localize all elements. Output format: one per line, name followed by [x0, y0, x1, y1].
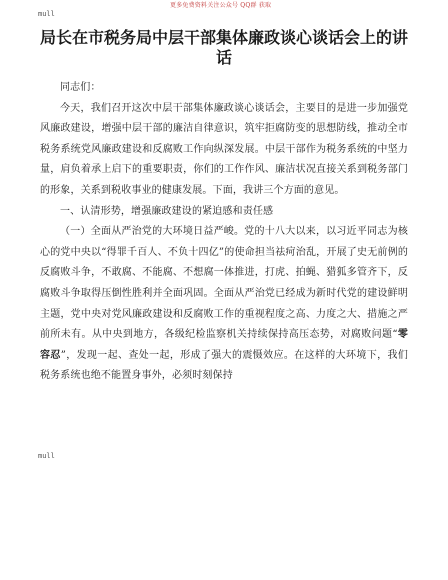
section-heading: 一、认清形势，增强廉政建设的紧迫感和责任感: [60, 205, 274, 217]
watermark-note: 更多免费资料关注公众号 QQ群 获取: [170, 2, 272, 9]
document-title: 局长在市税务局中层干部集体廉政谈心谈话会上的讲话: [40, 28, 409, 67]
intro-paragraph: 今天，我们召开这次中层干部集体廉政谈心谈话会，主要目的是进一步加强党风廉政建设，增强中层干部的廉洁自律意识，筑牢拒腐防变的思想防线，推动全市税务系统党风廉政建设和反腐败工作向纵深发展。中层干部作为税务系统的中坚力量，肩负着承上启下的重要职责，你们的工作作风、廉洁状况直接关系到税务部门的形象，关系到税收事业的健康发展。下面，我讲三个方面的意见。: [40, 102, 408, 196]
paragraph-text-start: （一）全面从严治党的大环境日益严峻。党的十八大以来，以习近平同志为核心的党中央以“得罪千百人、不负十四亿”的使命担当祛疴治乱，开展了史无前例的反腐败斗争，不敢腐、不能腐、不想腐一体推进，打虎、拍蝇、猎狐多管齐下，反腐败斗争取得压倒性胜利并全面巩固。全面从严治党已经成为新时代党的建设鲜明主题，党中央对党风廉政建设和反腐败工作的重视程度之高、力度之大、措施之严前所未有。从中央到地方，各级纪检监察机关持续保持高压态势，对腐败问题“: [40, 226, 408, 341]
page-marker-top: mull: [38, 10, 55, 18]
salutation: 同志们：: [60, 82, 101, 93]
document-body: [40, 78, 408, 387]
page-marker-bottom: mull: [38, 452, 55, 460]
emphasis-text: 零容忍: [40, 329, 408, 361]
body-paragraph: [40, 222, 408, 387]
paragraph-text-end: ”，发现一起、查处一起，形成了强大的震慑效应。在这样的大环境下，我们税务系统也绝不能置身事外，必须时刻保持: [40, 349, 408, 382]
